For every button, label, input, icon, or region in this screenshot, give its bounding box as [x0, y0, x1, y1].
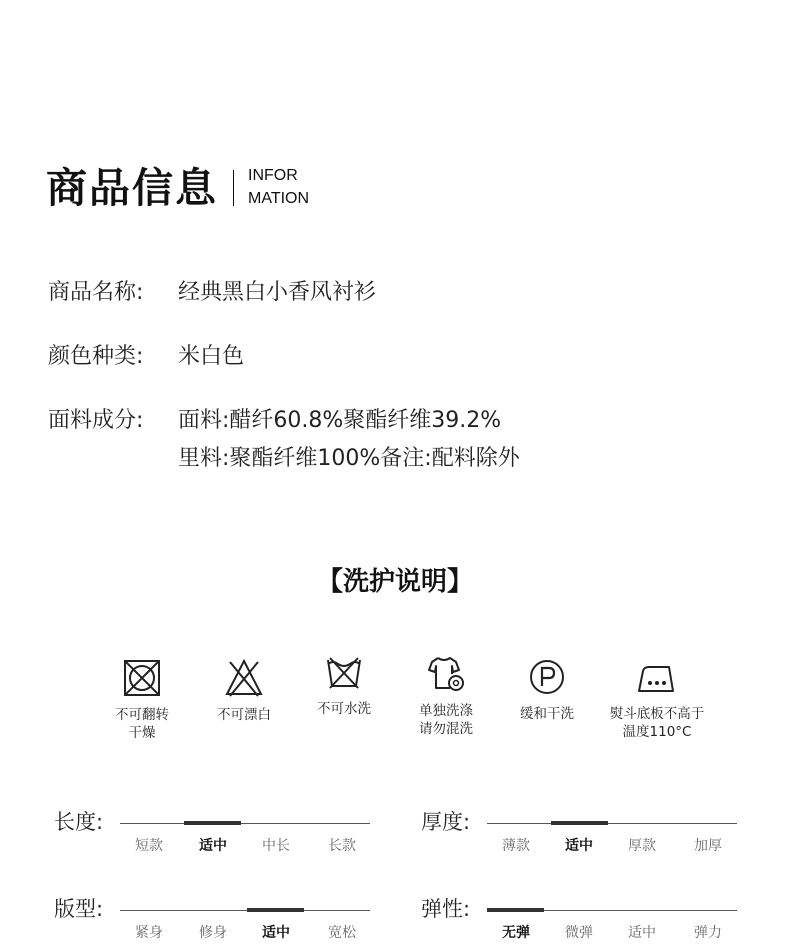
care-title: 【洗护说明】 — [316, 567, 473, 597]
scale-option-selected: 适中 — [199, 838, 227, 854]
info-label-color: 颜色种类: — [48, 344, 144, 369]
title-divider — [233, 170, 234, 206]
section-title: 商品信息 — [46, 164, 218, 212]
scale-label-elasticity: 弹性: — [421, 897, 471, 921]
scale-option: 长款 — [328, 838, 356, 854]
care-label-line1: 不可翻转 — [115, 707, 169, 723]
scale-line-thickness — [487, 823, 737, 824]
no-tumble-dry-icon — [120, 656, 164, 700]
care-item-no-bleach — [189, 656, 299, 724]
no-wash-icon — [322, 650, 366, 694]
care-label-line1: 不可漂白 — [217, 707, 271, 723]
no-bleach-icon — [222, 656, 266, 700]
care-label — [289, 700, 399, 718]
scale-option: 宽松 — [328, 925, 356, 941]
info-row-name — [48, 278, 376, 308]
care-label-line1: 不可水洗 — [317, 701, 371, 717]
scale-option: 微弹 — [565, 925, 593, 941]
scale-option-selected: 适中 — [565, 838, 593, 854]
scale-label-fit: 版型: — [54, 897, 104, 921]
wash-separately-icon — [424, 652, 468, 696]
scale-option: 薄款 — [502, 838, 530, 854]
info-label-name: 商品名称: — [48, 280, 144, 305]
info-label-fabric: 面料成分: — [48, 408, 144, 433]
care-item-no-wash — [289, 650, 399, 718]
care-label-line2: 干燥 — [128, 725, 156, 741]
scale-label-length: 长度: — [54, 810, 104, 834]
scale-line-length — [120, 823, 370, 824]
care-label — [602, 705, 712, 741]
scale-option: 短款 — [135, 838, 163, 854]
care-label — [391, 702, 501, 738]
care-label-line2: 温度110°C — [622, 724, 692, 740]
scale-option-selected: 适中 — [262, 925, 290, 941]
scale-option-selected: 无弹 — [502, 925, 530, 941]
info-value-name: 经典黑白小香风衬衫 — [178, 280, 377, 305]
care-item-wash-separately — [391, 652, 501, 738]
scale-option: 修身 — [199, 925, 227, 941]
scale-indicator-length — [184, 821, 241, 825]
care-item-iron — [602, 655, 712, 741]
care-item-no-tumble-dry — [87, 656, 197, 742]
scale-line-fit — [120, 910, 370, 911]
scale-option: 弹力 — [694, 925, 722, 941]
care-label-line1: 熨斗底板不高于 — [609, 706, 705, 722]
scale-option: 厚款 — [628, 838, 656, 854]
title-english-line2: MATION — [248, 190, 310, 207]
scale-indicator-elasticity — [487, 908, 544, 912]
scale-option: 紧身 — [135, 925, 163, 941]
scale-option: 加厚 — [694, 838, 722, 854]
care-label — [189, 706, 299, 724]
info-row-color — [48, 342, 244, 372]
care-label — [492, 705, 602, 723]
scale-option: 适中 — [628, 925, 656, 941]
care-item-dry-clean — [492, 655, 602, 723]
care-label-line2: 请勿混洗 — [419, 721, 473, 737]
care-label-line1: 单独洗涤 — [419, 703, 473, 719]
title-english-line1: INFOR — [248, 167, 298, 184]
info-value-fabric-line1: 面料:醋纤60.8%聚酯纤维39.2% — [178, 408, 502, 433]
scale-label-thickness: 厚度: — [421, 810, 471, 834]
scale-option: 中长 — [262, 838, 290, 854]
scale-indicator-fit — [247, 908, 304, 912]
scale-indicator-thickness — [551, 821, 608, 825]
iron-icon — [635, 655, 679, 699]
info-row-fabric — [48, 406, 501, 436]
care-label — [87, 706, 197, 742]
info-value-color: 米白色 — [178, 344, 245, 369]
info-value-fabric-line2: 里料:聚酯纤维100%备注:配料除外 — [178, 446, 520, 471]
care-label-line1: 缓和干洗 — [520, 706, 574, 722]
dry-clean-p-icon — [525, 655, 569, 699]
section-title-english — [248, 164, 309, 210]
